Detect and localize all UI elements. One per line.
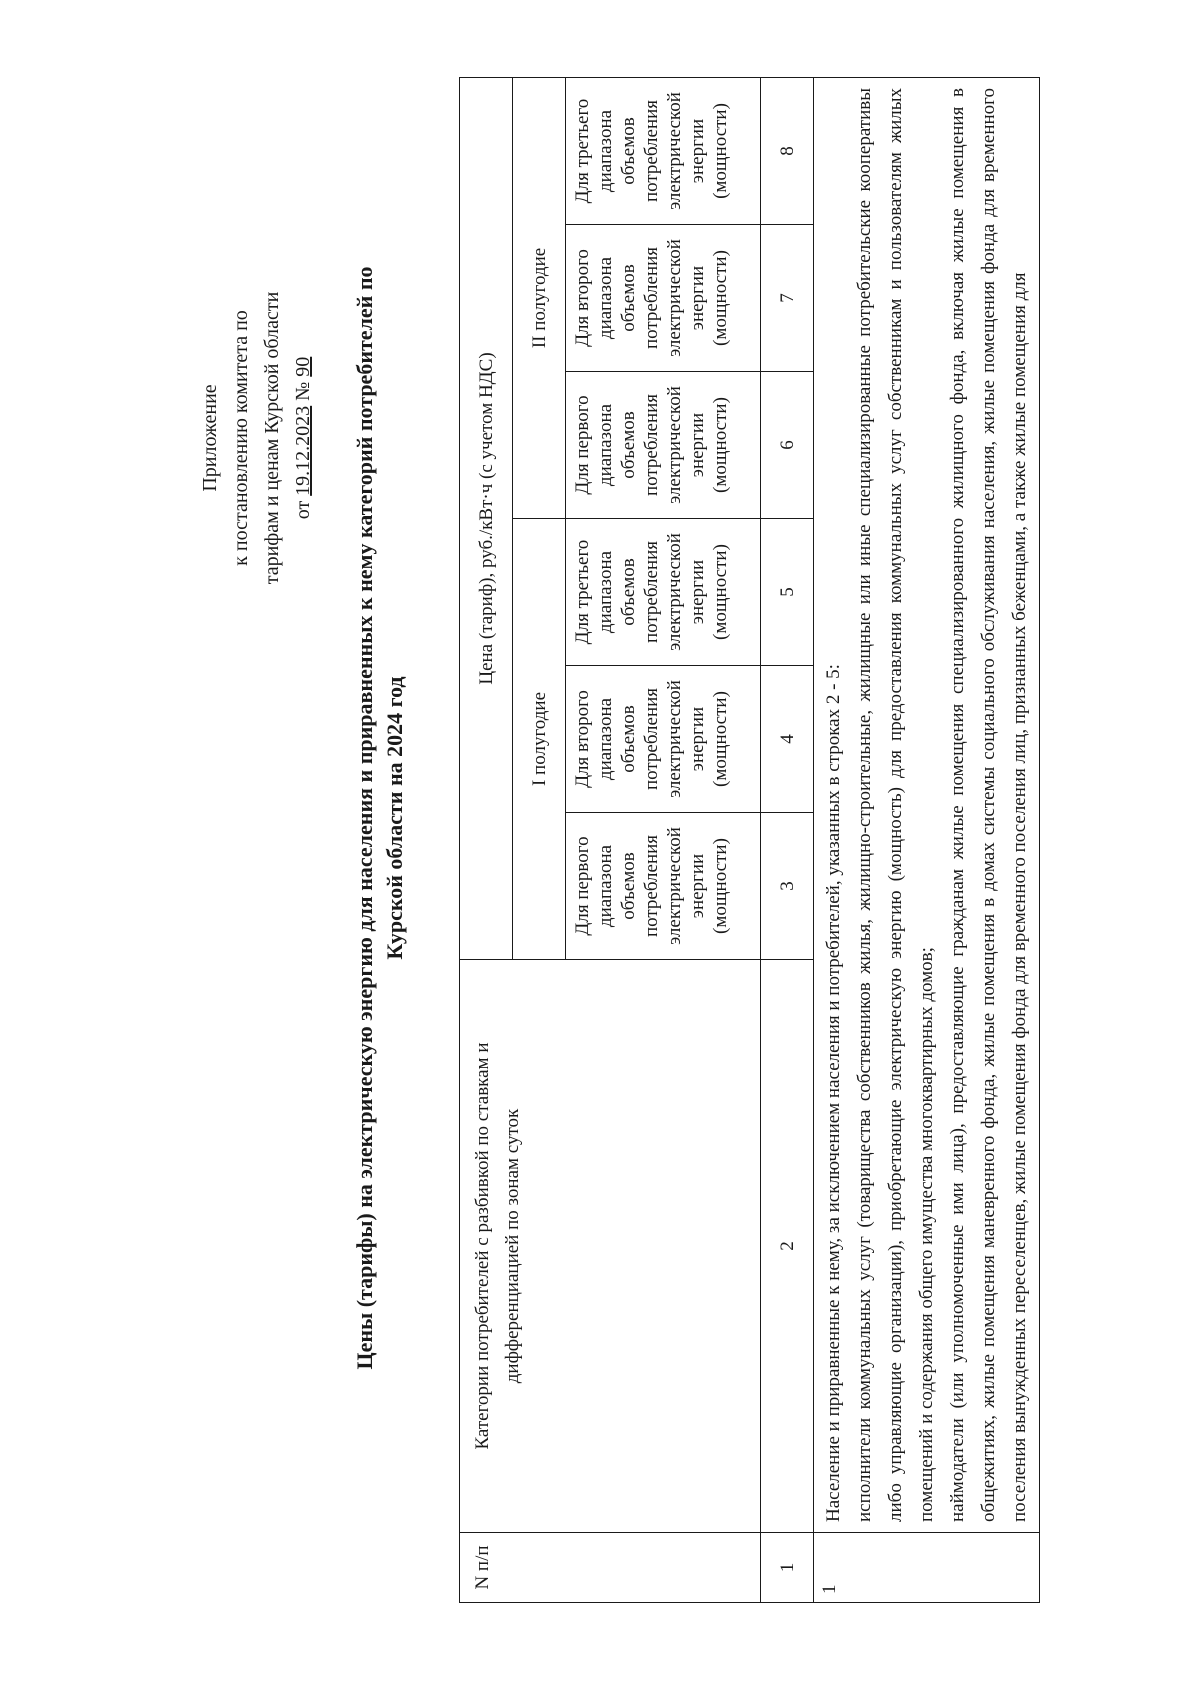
column-number-row: [761, 77, 814, 1602]
column-number: 5: [761, 519, 814, 666]
description-paragraph: исполнители коммунальных услуг (товарищества собственников жилья, жилищно-строительные, жилищные или иные специализированные потребительские кооперативы либо управляющие организации), приобретающие электрическую энергию (мощность) для предоставления коммунальных услуг собственникам и пользователям жилых помещений и содержания общего имущества многоквартирных домов;: [854, 87, 937, 1522]
header-sub-cell: Для второго диапазона объемов потребления электрической энергии (мощности): [566, 666, 761, 813]
title-line: Цены (тарифы) на электрическую энергию для населения и приравненных к нему категорий потребителей по: [352, 266, 377, 1370]
appendix-title: Приложение: [199, 384, 221, 492]
column-number: 6: [761, 372, 814, 519]
appendix-date-line: [288, 268, 319, 608]
appendix-line: тарифам и ценам Курской области: [261, 291, 283, 585]
header-sub-cell: Для третьего диапазона объемов потребления электрической энергии (мощности): [566, 77, 761, 224]
column-number: 3: [761, 813, 814, 960]
document-title: [350, 18, 410, 1618]
header-sub-cell: Для третьего диапазона объемов потребления электрической энергии (мощности): [566, 519, 761, 666]
header-half1: I полугодие: [513, 519, 566, 960]
header-sub-cell: Для первого диапазона объемов потребления электрической энергии (мощности): [566, 372, 761, 519]
document-page: [35, 18, 1165, 1678]
appendix-number: 90: [292, 356, 314, 377]
header-sub-cell: Для второго диапазона объемов потребления электрической энергии (мощности): [566, 225, 761, 372]
column-number: 1: [761, 1533, 814, 1603]
header-sub-cell: Для первого диапазона объемов потребления электрической энергии (мощности): [566, 813, 761, 960]
table-row: [814, 77, 1040, 1602]
appendix-line: к постановлению комитета по: [230, 310, 252, 566]
header-half2: II полугодие: [513, 77, 566, 518]
column-number: 2: [761, 960, 814, 1533]
column-number: 4: [761, 666, 814, 813]
row-number: 1: [814, 1533, 1040, 1603]
appendix-from: от: [292, 495, 314, 520]
column-number: 7: [761, 225, 814, 372]
appendix-header: [195, 268, 319, 608]
header-n: N п/п: [460, 1533, 761, 1603]
header-price: Цена (тариф), руб./кВт·ч (с учетом НДС): [460, 77, 513, 959]
appendix-number-sign: №: [292, 376, 314, 406]
header-category: Категории потребителей с разбивкой по ставкам и дифференциацией по зонам суток: [460, 960, 761, 1533]
tariff-table: [459, 77, 1040, 1603]
column-number: 8: [761, 77, 814, 224]
title-line: Курской области на 2024 год: [382, 676, 407, 960]
appendix-date: 19.12.2023: [292, 405, 314, 496]
row-description: [814, 77, 1040, 1532]
description-paragraph: наймодатели (или уполномоченные ими лица), предоставляющие гражданам жилые помещения специализированного жилищного фонда, включая жилые помещения в общежитиях, жилые помещения маневренного фонда, жилые помещения в домах системы социального обслуживания населения, жилые помещения фонда для временного поселения вынужденных переселенцев, жилые помещения фонда для временного поселения лиц, признанных беженцами, а также жилые помещения для: [947, 87, 1030, 1522]
description-paragraph: Население и приравненные к нему, за исключением населения и потребителей, указанных в строках 2 - 5:: [823, 664, 844, 1522]
